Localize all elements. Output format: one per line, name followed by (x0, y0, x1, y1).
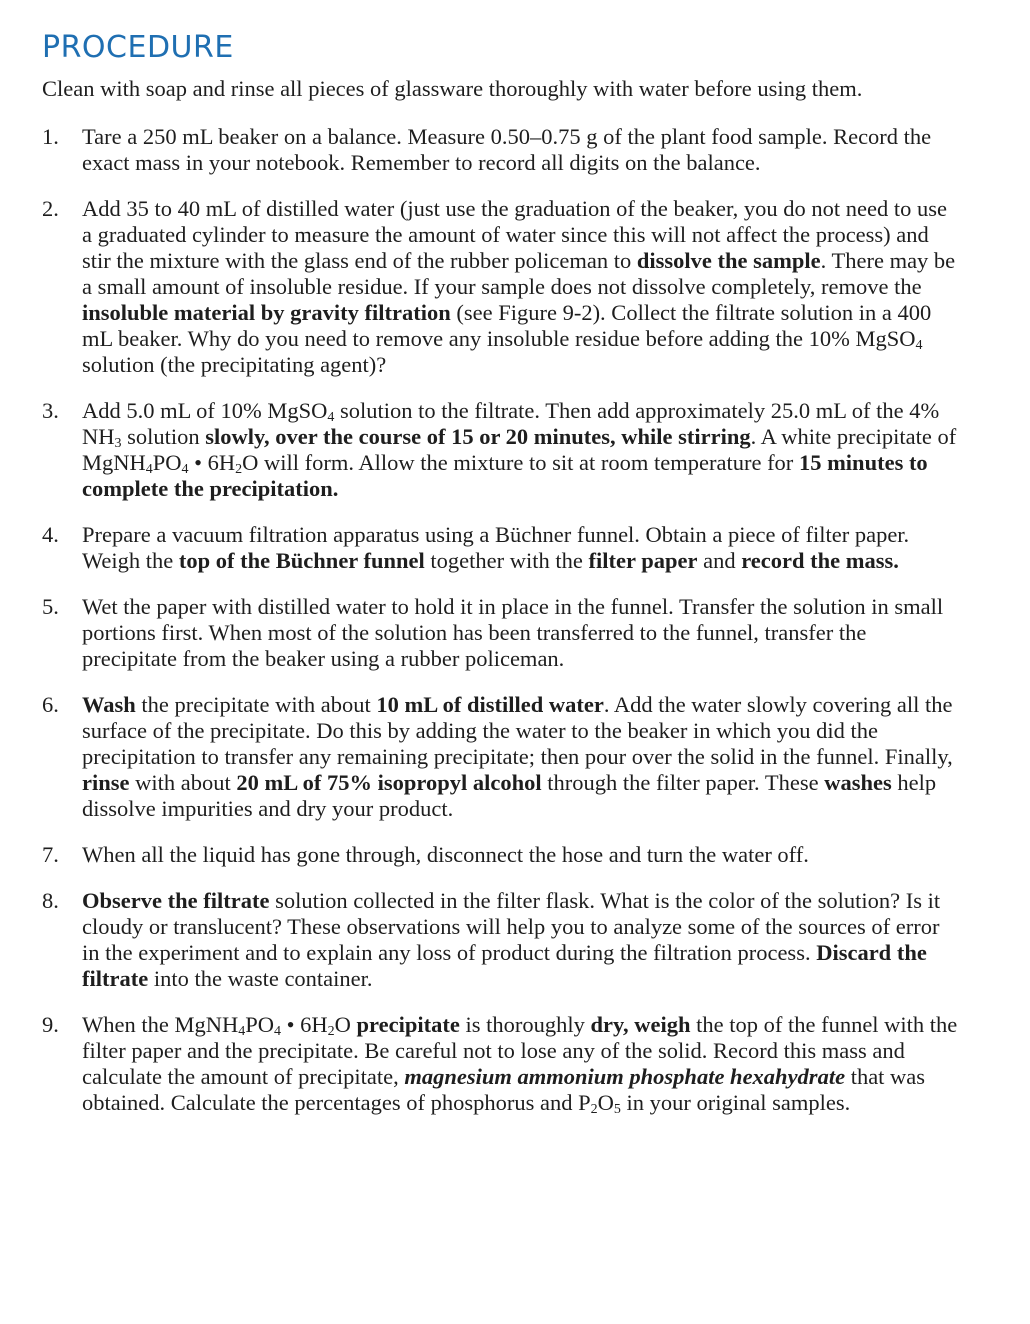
text-run: O (334, 1012, 357, 1037)
procedure-step (42, 1012, 960, 1116)
bold-text: top of the Büchner funnel (178, 548, 425, 573)
step-text (82, 522, 960, 574)
text-run: O will form. Allow the mixture to sit at room temperature for (242, 450, 799, 475)
step-text (82, 842, 960, 868)
bold-text: Wash (82, 692, 136, 717)
text-run: solution (121, 424, 206, 449)
procedure-step (42, 842, 960, 868)
subscript: 4 (145, 462, 153, 477)
text-run: PO (245, 1012, 274, 1037)
procedure-step (42, 594, 960, 672)
text-run: through the filter paper. These (541, 770, 825, 795)
step-number: 4. (42, 522, 59, 547)
text-run: When the (82, 1012, 175, 1037)
procedure-steps-list (42, 124, 960, 1116)
bold-text: dry, weigh (590, 1012, 691, 1037)
bold-text: filter paper (588, 548, 698, 573)
procedure-heading: PROCEDURE (42, 30, 234, 65)
text-run: together with the (424, 548, 589, 573)
step-number: 8. (42, 888, 59, 913)
subscript: 3 (114, 436, 122, 451)
procedure-step (42, 522, 960, 574)
subscript: 2 (327, 1024, 335, 1039)
bold-text: 20 mL of 75% isopropyl alcohol (236, 770, 542, 795)
text-run: Prepare a vacuum filtration apparatus using a Büchner funnel. Obtain a piece of filter paper. Weigh the (82, 522, 910, 573)
step-text (82, 196, 960, 378)
subscript: 4 (327, 410, 335, 425)
text-run: Add 35 to 40 mL of distilled water (just use the graduation of the beaker, you do not need to use a graduated cylinder to measure the amount of water since this will not affect the process) and stir the mixture with the glass end of the rubber policeman to (82, 196, 947, 273)
text-run: solution collected in the filter flask. What is the color of the solution? Is it cloudy or translucent? These observations will help you to analyze some of the sources of error in the experiment and to explain any loss of product during the filtration process. (82, 888, 941, 965)
step-text (82, 888, 960, 992)
subscript: 4 (915, 338, 923, 353)
step-text (82, 1012, 960, 1116)
bold-text: slowly, over the course of 15 or 20 minutes, while stirring (205, 424, 751, 449)
text-run: PO (152, 450, 182, 475)
text-run: and (697, 548, 742, 573)
text-run: Tare a 250 mL beaker on a balance. Measure 0.50–0.75 g of the plant food sample. Record the exact mass in your notebook. Remember to record all digits on the balance. (82, 124, 932, 175)
bold-text: 10 mL of distilled water (376, 692, 604, 717)
procedure-step (42, 124, 960, 176)
step-number: 7. (42, 842, 59, 867)
step-number: 6. (42, 692, 59, 717)
text-run: When all the liquid has gone through, disconnect the hose and turn the water off. (82, 842, 809, 867)
text-run: in your original samples. (620, 1090, 851, 1115)
step-text (82, 124, 960, 176)
subscript: 4 (181, 462, 189, 477)
bold-text: dissolve the sample (636, 248, 821, 273)
step-number: 2. (42, 196, 59, 221)
procedure-step (42, 692, 960, 822)
text-run: • 6H (188, 450, 236, 475)
text-run: that was obtained. Calculate the percentages of phosphorus and P (82, 1064, 926, 1115)
procedure-step (42, 398, 960, 502)
bold-italic-text (404, 1064, 845, 1089)
step-number: 1. (42, 124, 59, 149)
procedure-step (42, 196, 960, 378)
bold-text: 15 minutes to complete the precipitation. (82, 450, 928, 501)
bold-text: Observe the filtrate (82, 888, 270, 913)
italic-text: magnesium ammonium phosphate hexahydrate (404, 1064, 846, 1089)
text-run: into the waste container. (148, 966, 373, 991)
text-run: (see Figure 9-2). Collect the filtrate solution in a 400 mL beaker. Why do you need to remove any insoluble residue before adding the 10% MgSO (82, 300, 932, 351)
bold-text: precipitate (356, 1012, 460, 1037)
bold-text: record the mass. (741, 548, 899, 573)
text-run: help dissolve impurities and dry your product. (82, 770, 937, 821)
text-run: the precipitate with about (135, 692, 377, 717)
text-run: . A white precipitate of MgNH (82, 424, 957, 475)
step-text (82, 398, 960, 502)
step-text (82, 692, 960, 822)
subscript: 5 (613, 1102, 621, 1117)
step-text (82, 594, 960, 672)
text-run: with about (129, 770, 237, 795)
step-number: 5. (42, 594, 59, 619)
text-run: Add 5.0 mL of 10% MgSO (82, 398, 328, 423)
text-run: O (597, 1090, 614, 1115)
procedure-step (42, 888, 960, 992)
text-run: . There may be a small amount of insoluble residue. If your sample does not dissolve completely, remove the (82, 248, 956, 299)
subscript: 4 (274, 1024, 281, 1039)
intro-paragraph: Clean with soap and rinse all pieces of glassware thoroughly with water before using them. (42, 76, 863, 101)
bold-text: washes (824, 770, 892, 795)
subscript: 2 (590, 1102, 598, 1117)
text-run: • 6H (281, 1012, 328, 1037)
subscript: 2 (235, 462, 243, 477)
bold-text: rinse (82, 770, 130, 795)
text-run: is thoroughly (459, 1012, 591, 1037)
text-run: solution (the precipitating agent)? (82, 352, 387, 377)
text-run: . Add the water slowly covering all the surface of the precipitate. Do this by adding the water to the beaker in which you did the precipitation to transfer any remaining precipitate; then pour over the solid in the funnel. Finally, (82, 692, 953, 769)
text-run: Wet the paper with distilled water to hold it in place in the funnel. Transfer the solution in small portions first. When most of the solution has been transferred to the funnel, transfer the precipitate from the beaker using a rubber policeman. (82, 594, 944, 671)
bold-text: Discard the filtrate (82, 940, 927, 991)
step-number: 9. (42, 1012, 59, 1037)
step-number: 3. (42, 398, 59, 423)
subscript: 4 (238, 1024, 246, 1039)
text-run: the top of the funnel with the filter paper and the precipitate. Be careful not to lose any of the solid. Record this mass and calculate the amount of precipitate, (82, 1012, 958, 1089)
text-run: solution to the filtrate. Then add approximately 25.0 mL of the 4% NH (82, 398, 940, 449)
text-run: MgNH (174, 1012, 239, 1037)
bold-text: insoluble material by gravity filtration (82, 300, 451, 325)
